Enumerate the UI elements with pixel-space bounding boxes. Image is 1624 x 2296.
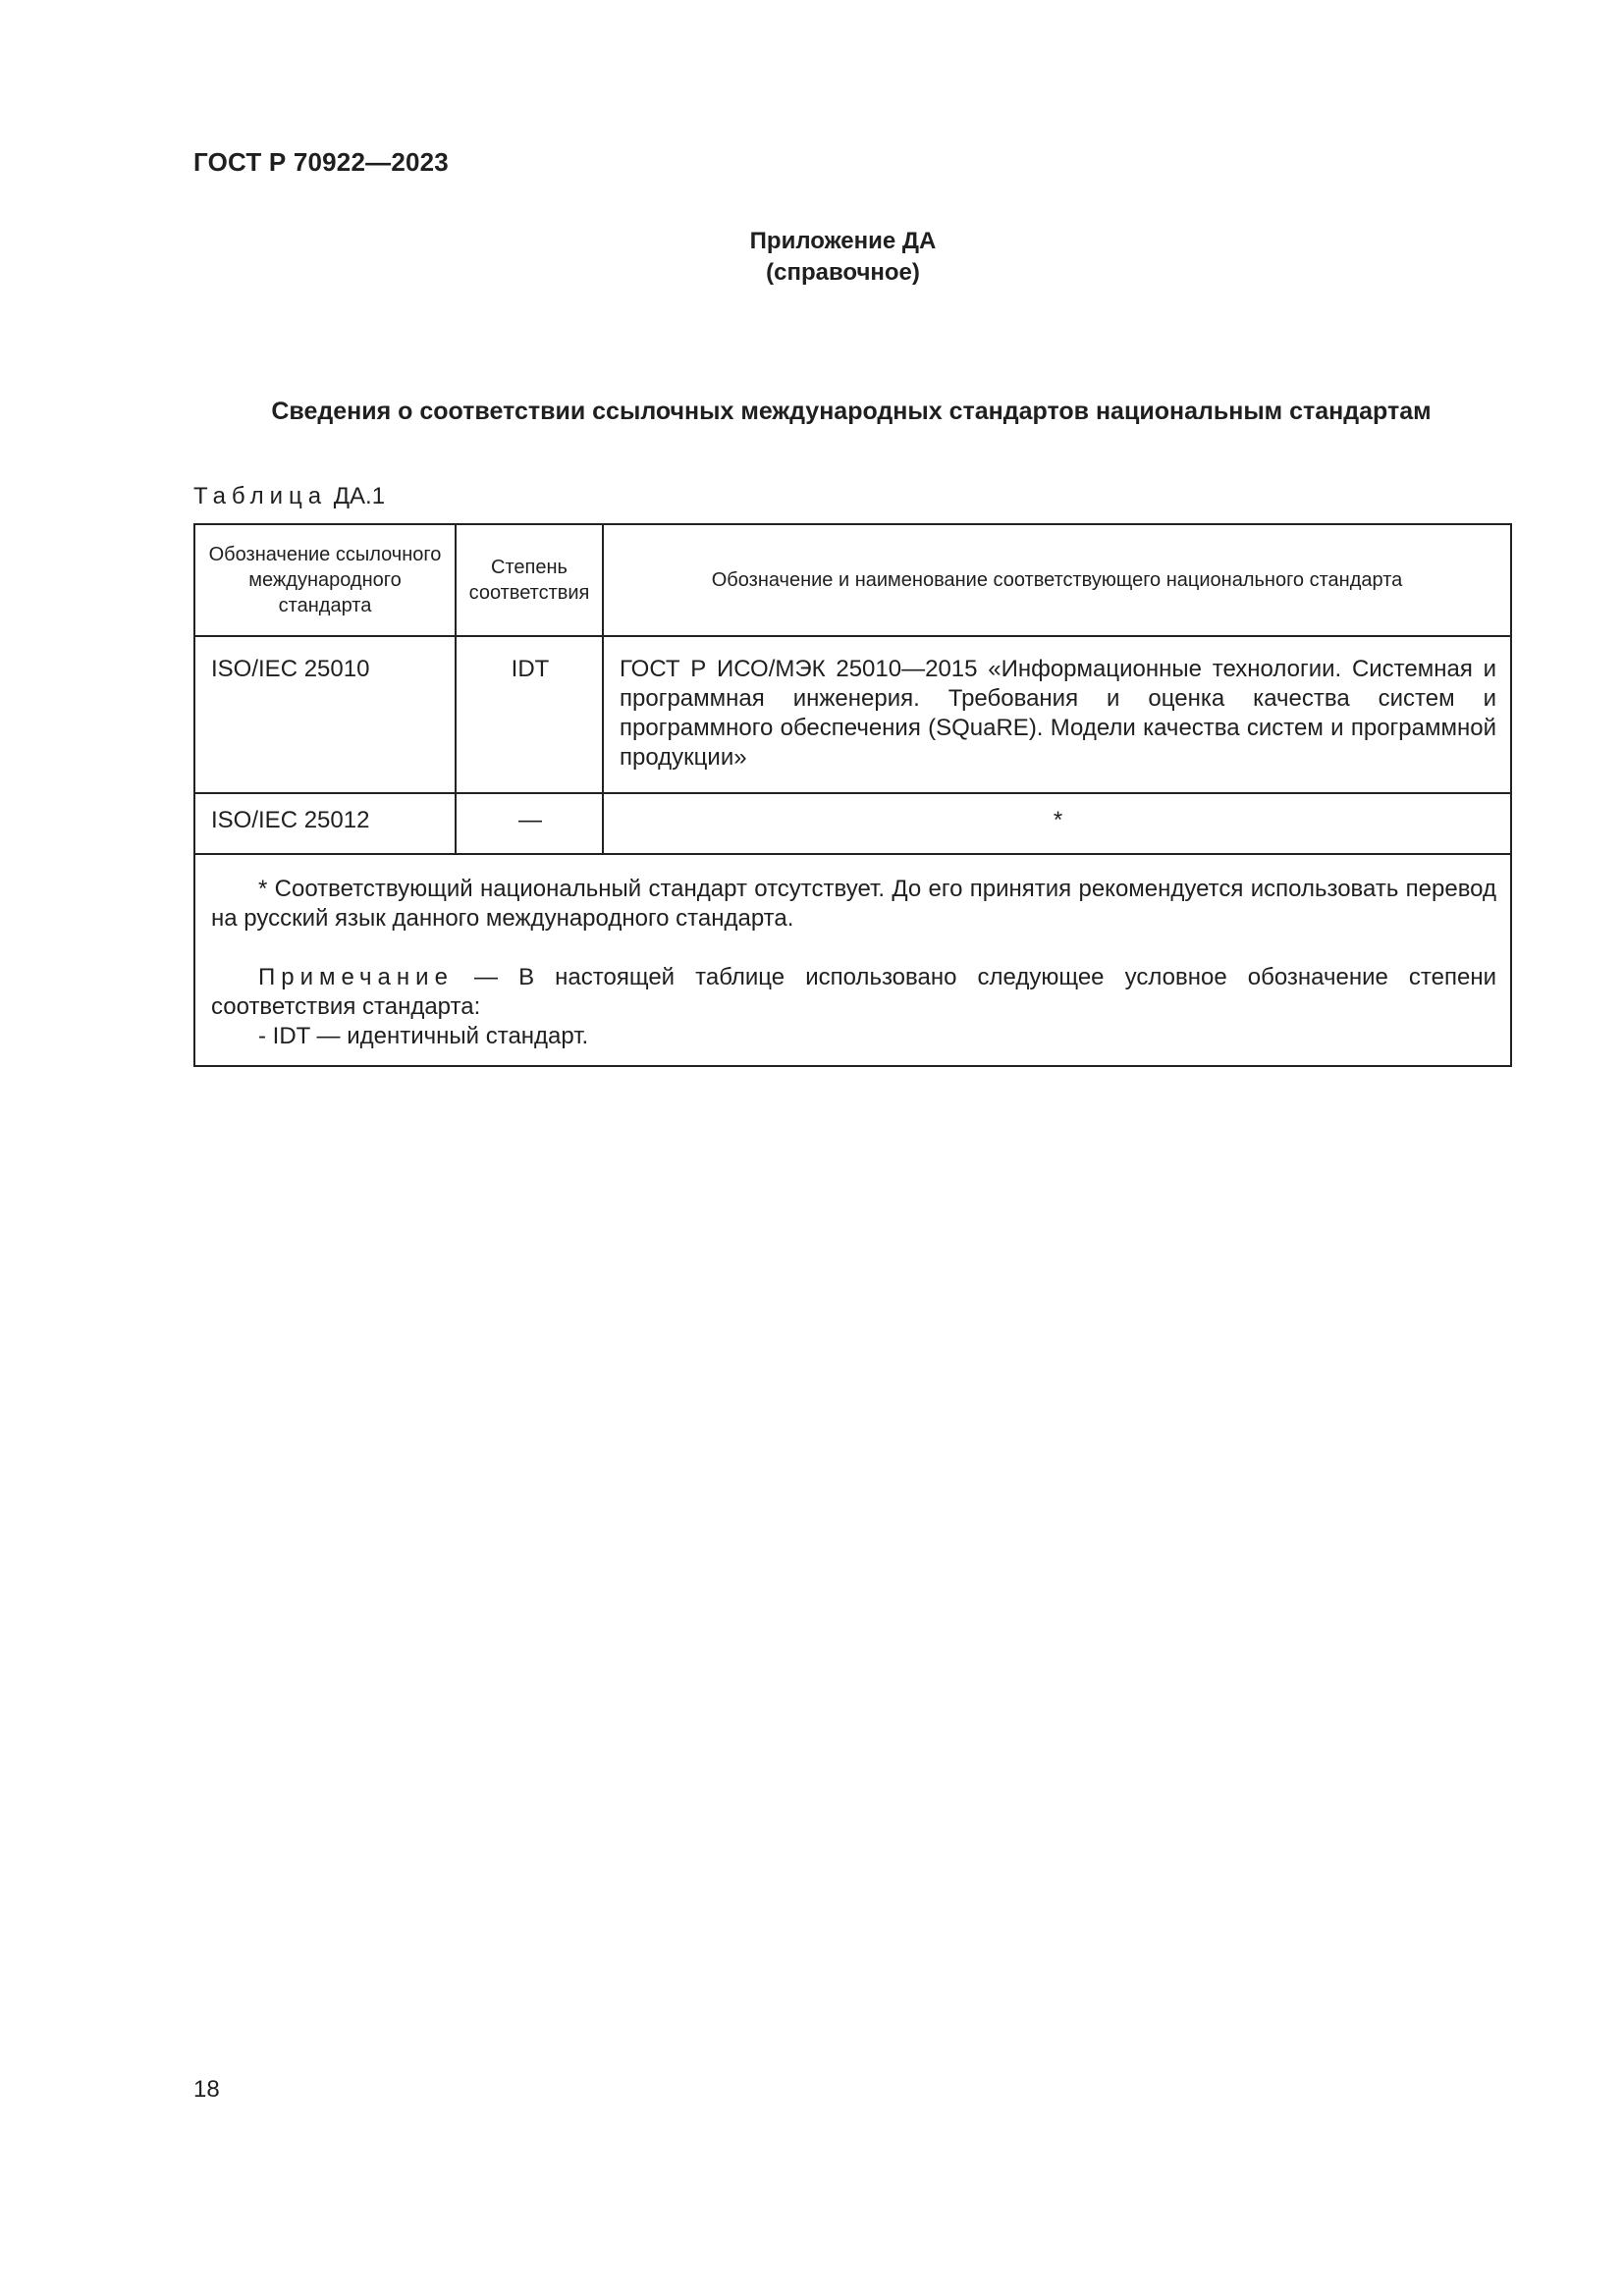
header-degree: Степень соответствия xyxy=(456,524,603,636)
note-word: Примечание xyxy=(258,964,454,990)
table-row xyxy=(194,793,1511,854)
section-title: Сведения о соответствии ссылочных международных стандартов национальным стандартам xyxy=(271,398,1432,425)
note-list-item: - IDT — идентичный стандарт. xyxy=(258,1023,589,1049)
cell-degree: IDT xyxy=(456,636,603,793)
annex-subtitle: (справочное) xyxy=(766,259,920,286)
page-number: 18 xyxy=(193,2076,220,2103)
footnote-text: * Соответствующий национальный стандарт отсутствует. До его принятия рекомендуется использовать перевод на русский язык данного международного стандарта. xyxy=(211,876,1496,932)
note-text: — В настоящей таблице использовано следующее условное обозначение степени соответствия стандарта: xyxy=(211,964,1497,1020)
table-footer-row xyxy=(194,854,1511,1066)
header-intl-standard: Обозначение ссылочного международного стандарта xyxy=(194,524,456,636)
table-footnotes xyxy=(194,854,1511,1066)
table-label-word: Таблица xyxy=(193,483,328,509)
cell-national-standard: * xyxy=(603,793,1511,854)
cell-intl-standard: ISO/IEC 25012 xyxy=(194,793,456,854)
note-paragraph xyxy=(211,963,1496,1022)
table-row xyxy=(194,636,1511,793)
cell-degree: — xyxy=(456,793,603,854)
table-label-number: ДА.1 xyxy=(333,483,386,509)
header-national-standard: Обозначение и наименование соответствующего национального стандарта xyxy=(603,524,1511,636)
annex-heading xyxy=(0,226,1624,289)
table-label xyxy=(193,483,385,510)
annex-title: Приложение ДА xyxy=(749,228,937,254)
correspondence-table xyxy=(193,523,1512,1067)
table-header-row xyxy=(194,524,1511,636)
document-code: ГОСТ Р 70922—2023 xyxy=(193,147,449,177)
cell-national-standard: ГОСТ Р ИСО/МЭК 25010—2015 «Информационные технологии. Системная и программная инженерия. Требования и оценка качества систем и программного обеспечения (SQuaRE). Модели качества систем и программной продукции» xyxy=(603,636,1511,793)
cell-intl-standard: ISO/IEC 25010 xyxy=(194,636,456,793)
